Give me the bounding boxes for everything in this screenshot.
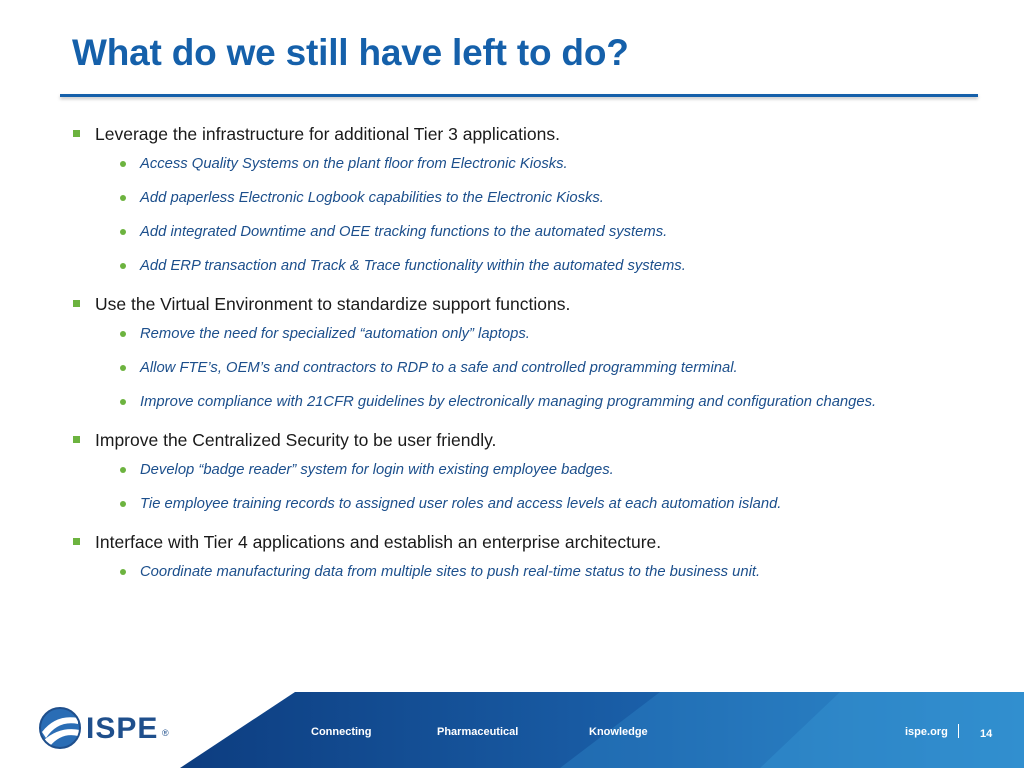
square-bullet-icon	[73, 300, 80, 307]
dot-bullet-icon	[120, 263, 126, 269]
bullet-heading	[72, 120, 952, 148]
section-2	[72, 290, 952, 412]
footer-site-link[interactable]: ispe.org	[905, 726, 948, 738]
dot-bullet-icon	[120, 399, 126, 405]
dot-bullet-icon	[120, 365, 126, 371]
page-number: 14	[980, 728, 993, 740]
sub-bullet	[72, 460, 952, 480]
dot-bullet-icon	[120, 161, 126, 167]
dot-bullet-icon	[120, 195, 126, 201]
bullet-heading-text: Leverage the infrastructure for additional Tier 3 applications.	[95, 124, 560, 144]
sub-bullet-text: Access Quality Systems on the plant floor from Electronic Kiosks.	[140, 156, 568, 172]
square-bullet-icon	[73, 130, 80, 137]
sub-bullet	[72, 154, 952, 174]
sub-bullet-text: Develop “badge reader” system for login with existing employee badges.	[140, 462, 614, 478]
dot-bullet-icon	[120, 467, 126, 473]
sub-bullet	[72, 256, 952, 276]
sub-bullet	[72, 392, 952, 412]
footer-divider	[958, 724, 959, 738]
bullet-heading	[72, 426, 952, 454]
bullet-heading	[72, 528, 952, 556]
dot-bullet-icon	[120, 501, 126, 507]
section-3	[72, 426, 952, 514]
footer-tagline-knowledge: Knowledge	[589, 726, 648, 738]
sub-bullet-text: Add integrated Downtime and OEE tracking functions to the automated systems.	[140, 224, 668, 240]
section-1	[72, 120, 952, 276]
section-4	[72, 528, 952, 582]
sub-bullet-text: Allow FTE’s, OEM’s and contractors to RDP to a safe and controlled programming terminal.	[140, 360, 738, 376]
footer-bar	[0, 692, 1024, 768]
bullet-heading-text: Improve the Centralized Security to be user friendly.	[95, 430, 497, 450]
bullet-heading	[72, 290, 952, 318]
globe-logo-icon	[38, 706, 82, 750]
dot-bullet-icon	[120, 331, 126, 337]
sub-bullet-text: Remove the need for specialized “automation only” laptops.	[140, 326, 530, 342]
dot-bullet-icon	[120, 569, 126, 575]
sub-bullet	[72, 324, 952, 344]
footer-tagline-connecting: Connecting	[311, 726, 372, 738]
sub-bullet-text: Tie employee training records to assigned user roles and access levels at each automation island.	[140, 496, 782, 512]
bullet-list	[72, 120, 952, 596]
square-bullet-icon	[73, 538, 80, 545]
bullet-heading-text: Interface with Tier 4 applications and establish an enterprise architecture.	[95, 532, 662, 552]
registered-mark: ®	[162, 728, 169, 738]
logo-text: ISPE	[86, 712, 159, 745]
sub-bullet	[72, 358, 952, 378]
dot-bullet-icon	[120, 229, 126, 235]
sub-bullet-text: Improve compliance with 21CFR guidelines by electronically managing programming and configuration changes.	[140, 394, 877, 410]
sub-bullet-text: Add paperless Electronic Logbook capabilities to the Electronic Kiosks.	[140, 190, 604, 206]
sub-bullet-text: Coordinate manufacturing data from multiple sites to push real-time status to the business unit.	[140, 564, 761, 580]
sub-bullet	[72, 494, 952, 514]
title-divider	[60, 94, 978, 97]
ispe-logo	[38, 706, 178, 754]
sub-bullet	[72, 222, 952, 242]
slide-title: What do we still have left to do?	[72, 32, 629, 73]
sub-bullet-text: Add ERP transaction and Track & Trace functionality within the automated systems.	[140, 258, 686, 274]
sub-bullet	[72, 188, 952, 208]
bullet-heading-text: Use the Virtual Environment to standardize support functions.	[95, 294, 571, 314]
footer-tagline-pharmaceutical: Pharmaceutical	[437, 726, 519, 738]
square-bullet-icon	[73, 436, 80, 443]
sub-bullet	[72, 562, 952, 582]
